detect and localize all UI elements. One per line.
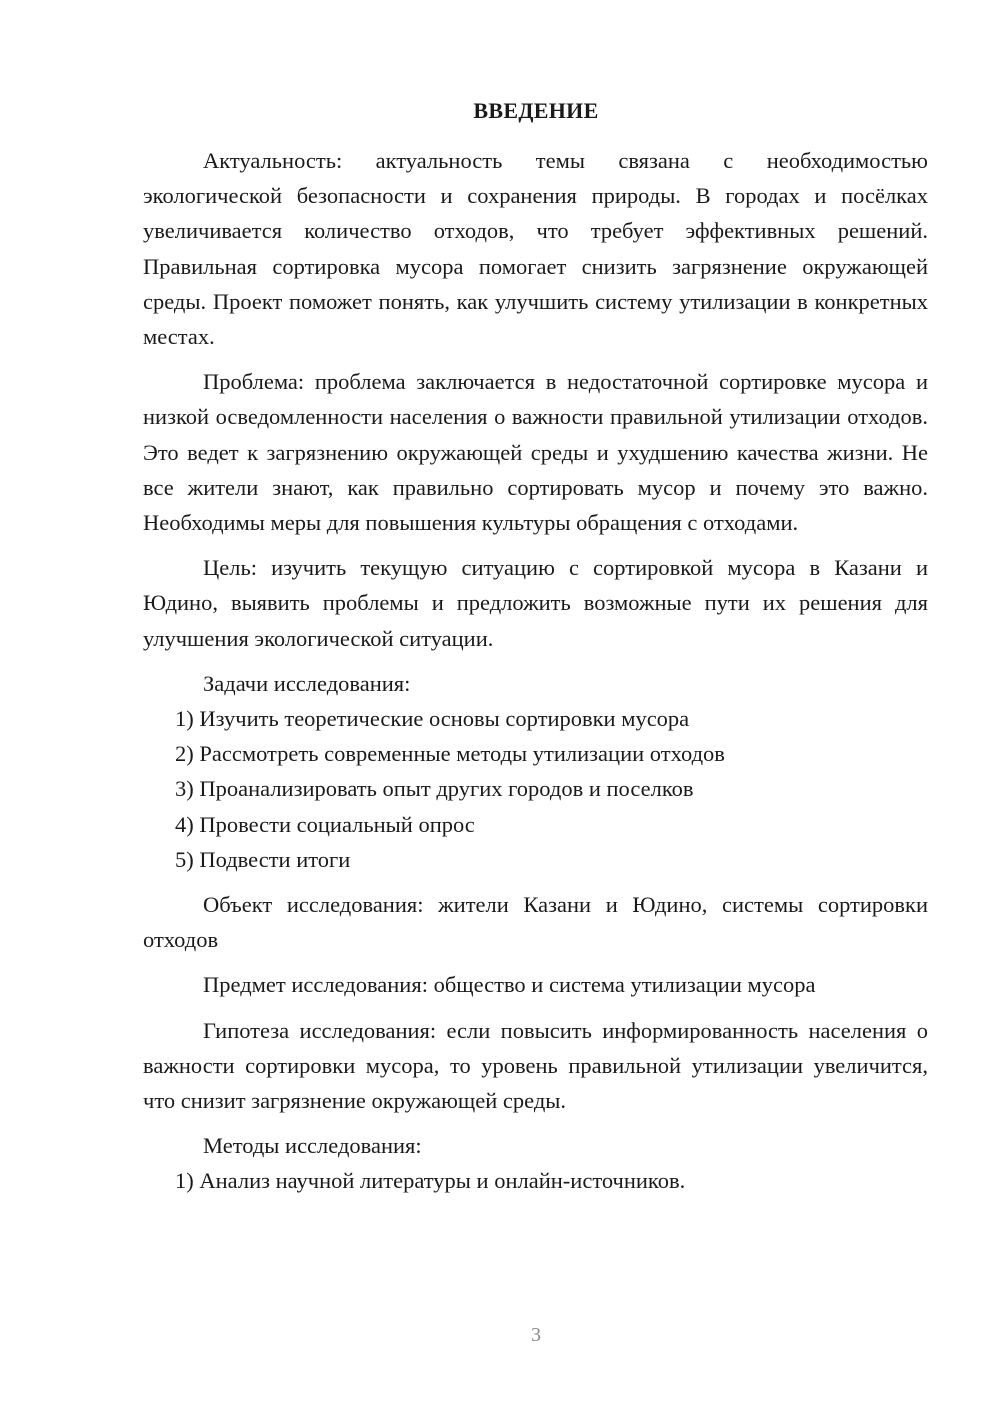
task-item-2: 2) Рассмотреть современные методы утилизации отходов bbox=[175, 741, 725, 767]
page-number: 3 bbox=[531, 1324, 541, 1346]
object-paragraph: Объект исследования: жители Казани и Юдино, системы сортировки отходов bbox=[143, 892, 928, 953]
subject-paragraph: Предмет исследования: общество и система утилизации мусора bbox=[203, 972, 816, 998]
task-item-3: 3) Проанализировать опыт других городов и поселков bbox=[175, 776, 694, 802]
hypothesis-paragraph: Гипотеза исследования: если повысить информированность населения о важности сортировки мусора, то уровень правильной утилизации увеличится, что снизит загрязнение окружающей среды. bbox=[143, 1017, 928, 1114]
task-item-1: 1) Изучить теоретические основы сортировки мусора bbox=[175, 706, 690, 732]
document-body bbox=[143, 143, 928, 1199]
task-item-5: 5) Подвести итоги bbox=[175, 846, 351, 872]
methods-heading: Методы исследования: bbox=[203, 1133, 422, 1159]
problem-paragraph: Проблема: проблема заключается в недостаточной сортировке мусора и низкой осведомленности населения о важности правильной утилизации отходов. Это ведет к загрязнению окружающей среды и ухудшению качества жизни. Не все жители знают, как правильно сортировать мусор и почему это важно. Необходимы меры для повышения культуры обращения с отходами. bbox=[143, 369, 928, 536]
method-item-1: 1) Анализ научной литературы и онлайн-источников. bbox=[175, 1168, 686, 1194]
task-item-4: 4) Провести социальный опрос bbox=[175, 811, 475, 837]
relevance-paragraph: Актуальность: актуальность темы связана с необходимостью экологической безопасности и сохранения природы. В городах и посёлках увеличивается количество отходов, что требует эффективных решений. Правильная сортировка мусора помогает снизить загрязнение окружающей среды. Проект поможет понять, как улучшить систему утилизации в конкретных местах. bbox=[143, 148, 928, 350]
tasks-heading: Задачи исследования: bbox=[203, 670, 411, 696]
page-title: ВВЕДЕНИЕ bbox=[473, 98, 599, 123]
goal-paragraph: Цель: изучить текущую ситуацию с сортировкой мусора в Казани и Юдино, выявить проблемы и предложить возможные пути их решения для улучшения экологической ситуации. bbox=[143, 555, 928, 651]
